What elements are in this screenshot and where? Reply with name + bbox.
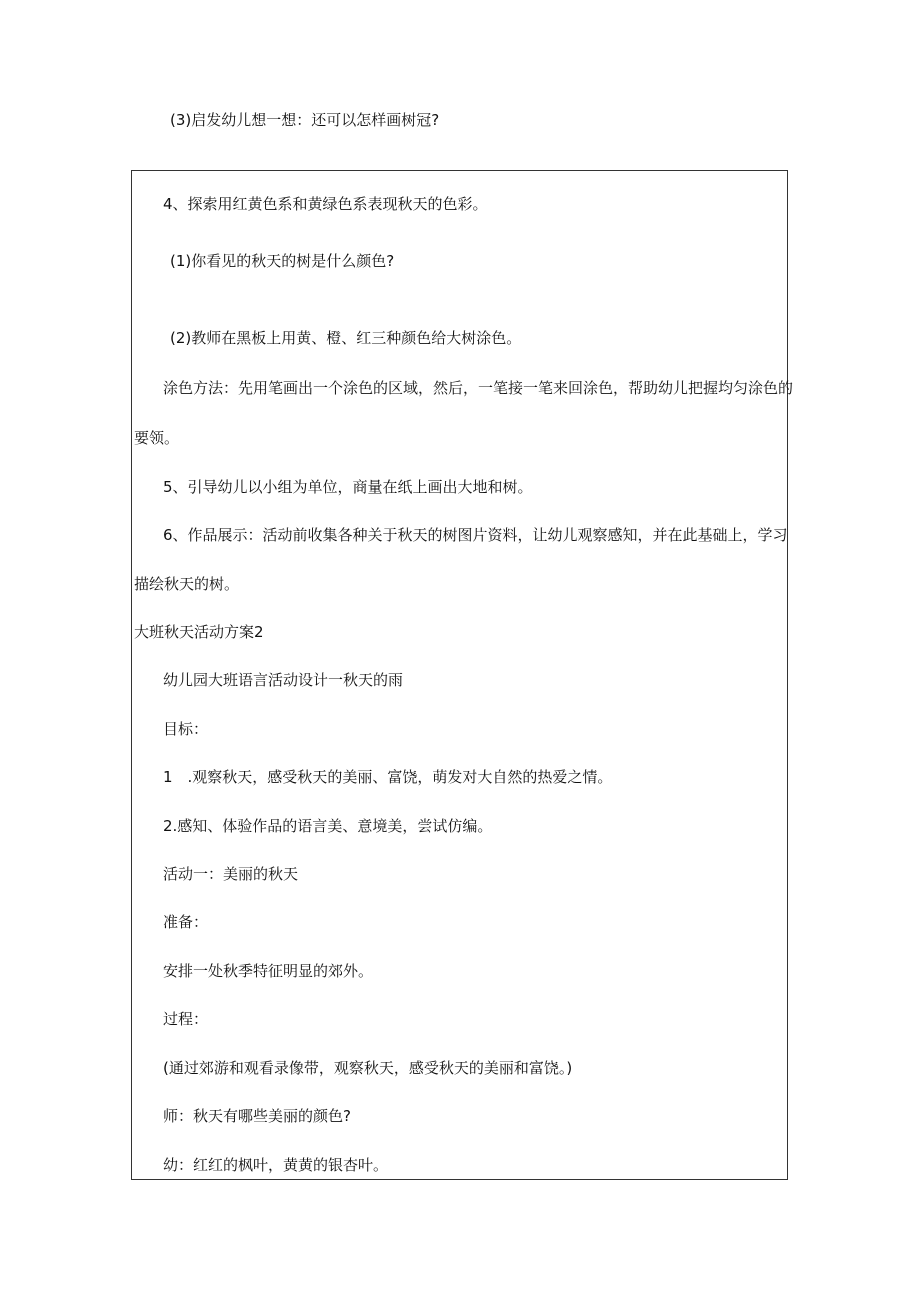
paragraph-step-4: 4、探索用红黄色系和黄绿色系表现秋天的色彩。 [163,195,488,213]
paragraph-step-5: 5、引导幼儿以小组为单位，商量在纸上画出大地和树。 [163,478,533,496]
teacher-question: 师：秋天有哪些美丽的颜色? [163,1107,351,1125]
paragraph-step-6: 6、作品展示：活动前收集各种关于秋天的树图片资料，让幼儿观察感知，并在此基础上，学习 [163,526,788,544]
paragraph-coloring-method: 涂色方法：先用笔画出一个涂色的区域，然后，一笔接一笔来回涂色，帮助幼儿把握均匀涂色的 [163,379,794,397]
paragraph-coloring-method-cont: 要领。 [134,429,180,447]
preparation-text: 安排一处秋季特征明显的郊外。 [163,962,374,980]
section-heading: 大班秋天活动方案2 [134,623,264,641]
process-label: 过程： [163,1010,209,1028]
process-text: (通过郊游和观看录像带，观察秋天，感受秋天的美丽和富饶。) [163,1059,573,1077]
activity-one-title: 活动一：美丽的秋天 [163,865,299,883]
paragraph-question-2: (2)教师在黑板上用黄、橙、红三种颜色给大树涂色。 [170,329,522,347]
child-answer: 幼：红红的枫叶，黄黄的银杏叶。 [163,1156,389,1174]
goal-1: 1 .观察秋天，感受秋天的美丽、富饶，萌发对大自然的热爱之情。 [163,768,613,786]
top-paragraph: (3)启发幼儿想一想：还可以怎样画树冠? [170,111,440,129]
preparation-label: 准备： [163,913,209,931]
goals-label: 目标： [163,720,209,738]
goal-2: 2.感知、体验作品的语言美、意境美，尝试仿编。 [163,817,493,835]
activity-title: 幼儿园大班语言活动设计一秋天的雨 [163,671,404,689]
paragraph-step-6-cont: 描绘秋天的树。 [134,575,240,593]
paragraph-question-1: (1)你看见的秋天的树是什么颜色? [170,252,395,270]
